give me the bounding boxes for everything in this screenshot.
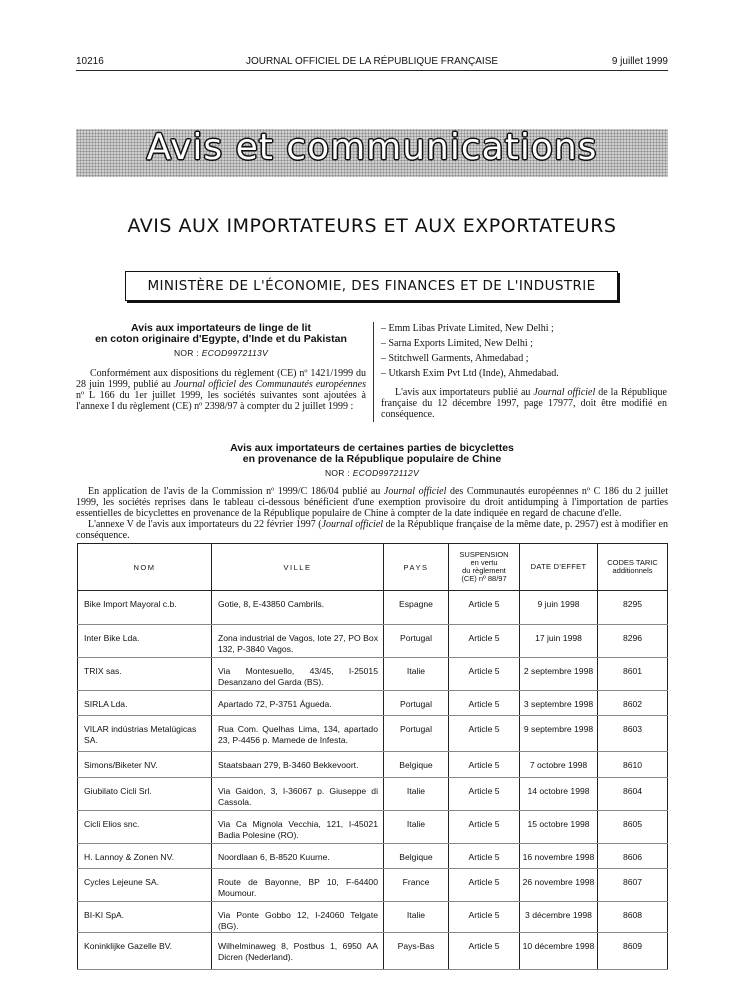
cell-code: 8606 (598, 844, 668, 869)
cell-date: 9 septembre 1998 (520, 716, 598, 752)
col-header-nom: NOM (78, 544, 212, 591)
cell-pays: Portugal (384, 716, 449, 752)
banner-title: Avis et communications (146, 127, 598, 168)
list-item: – Stitchwell Garments, Ahmedabad ; (381, 353, 529, 364)
cell-ville: Via Montesuello, 43/45, I-25015 Desanzano del Garda (BS). (212, 658, 384, 691)
cell-date: 10 décembre 1998 (520, 933, 598, 970)
list-item: – Sarna Exports Limited, New Delhi ; (381, 338, 533, 349)
cell-nom: Giubilato Cicli Srl. (78, 778, 212, 811)
column-separator (373, 322, 374, 422)
cell-code: 8610 (598, 752, 668, 778)
notice1-nor-label: NOR : (173, 348, 200, 358)
cell-nom: Cycles Lejeune SA. (78, 869, 212, 902)
cell-ville: Apartado 72, P-3751 Águeda. (212, 691, 384, 716)
codes-header-line1: CODES TARIC (607, 558, 658, 567)
cell-suspension: Article 5 (449, 752, 520, 778)
notice1-p2-journal: Journal officiel (533, 387, 596, 398)
cell-nom: Bike Import Mayoral c.b. (78, 591, 212, 625)
notice1-p1-journal: Journal officiel des Communautés européennes (174, 379, 366, 390)
table-row (78, 902, 668, 933)
cell-suspension: Article 5 (449, 591, 520, 625)
cell-code: 8603 (598, 716, 668, 752)
table-row (78, 625, 668, 658)
codes-header-line2: additionnels (612, 566, 653, 575)
header-rule (76, 70, 668, 71)
suspension-header-line1: SUSPENSION (459, 550, 509, 559)
cell-suspension: Article 5 (449, 811, 520, 844)
cell-pays: Espagne (384, 591, 449, 625)
company-list (381, 321, 667, 381)
issue-date: 9 juillet 1999 (611, 56, 668, 67)
list-item: – Emm Libas Private Limited, New Delhi ; (381, 323, 554, 334)
cell-date: 26 novembre 1998 (520, 869, 598, 902)
notice1-paragraph (76, 368, 366, 412)
notice2-nor-label: NOR : (324, 468, 351, 478)
notice1-p1-text-a: Conformément aux dispositions du règlement (CE) nº 1421/1999 du 28 juin 1999, publié au (76, 368, 366, 390)
cell-suspension: Article 5 (449, 844, 520, 869)
suspension-header-line3: du règlement (462, 566, 506, 575)
cell-ville: Rua Com. Quelhas Lima, 134, apartado 23, P-4456 p. Mamede de Infesta. (212, 716, 384, 752)
cell-suspension: Article 5 (449, 691, 520, 716)
cell-nom: H. Lannoy & Zonen NV. (78, 844, 212, 869)
cell-suspension: Article 5 (449, 625, 520, 658)
cell-code: 8609 (598, 933, 668, 970)
cell-ville: Via Ponte Gobbo 12, I-24060 Telgate (BG). (212, 902, 384, 933)
cell-nom: TRIX sas. (78, 658, 212, 691)
notice2-p2-journal: Journal officiel (321, 519, 384, 530)
notice2-nor (76, 468, 668, 478)
cell-date: 2 septembre 1998 (520, 658, 598, 691)
cell-pays: Belgique (384, 752, 449, 778)
cell-nom: BI-KI SpA. (78, 902, 212, 933)
journal-name: JOURNAL OFFICIEL DE LA RÉPUBLIQUE FRANÇAISE (245, 56, 499, 67)
table-row (78, 869, 668, 902)
col-header-ville: VILLE (212, 544, 384, 591)
cell-code: 8295 (598, 591, 668, 625)
cell-suspension: Article 5 (449, 902, 520, 933)
notice-bicyclettes (76, 443, 668, 541)
cell-date: 3 décembre 1998 (520, 902, 598, 933)
cell-pays: Portugal (384, 625, 449, 658)
table-row (78, 778, 668, 811)
cell-date: 15 octobre 1998 (520, 811, 598, 844)
cell-suspension: Article 5 (449, 778, 520, 811)
cell-ville: Gotie, 8, E-43850 Cambrils. (212, 591, 384, 625)
table-row (78, 933, 668, 970)
cell-pays: Pays-Bas (384, 933, 449, 970)
cell-code: 8605 (598, 811, 668, 844)
table-row (78, 691, 668, 716)
exemption-table (77, 543, 668, 970)
table-row (78, 844, 668, 869)
cell-pays: Italie (384, 902, 449, 933)
cell-pays: France (384, 869, 449, 902)
cell-pays: Italie (384, 811, 449, 844)
cell-nom: Cicli Elios snc. (78, 811, 212, 844)
cell-suspension: Article 5 (449, 716, 520, 752)
notice1-paragraph-2 (381, 387, 667, 420)
notice1-p2-text-a: L'avis aux importateurs publié au (395, 387, 534, 398)
notice1-title-line2: en coton originaire d'Egypte, d'Inde et du Pakistan (95, 333, 347, 345)
table-row (78, 716, 668, 752)
cell-ville: Via Gaidon, 3, I-36067 p. Giuseppe di Cassola. (212, 778, 384, 811)
cell-code: 8602 (598, 691, 668, 716)
cell-nom: Koninklijke Gazelle BV. (78, 933, 212, 970)
cell-nom: Simons/Biketer NV. (78, 752, 212, 778)
cell-ville: Via Ca Mignola Vecchia, 121, I-45021 Badia Polesine (RO). (212, 811, 384, 844)
notice2-p1-journal: Journal officiel (383, 486, 447, 497)
cell-suspension: Article 5 (449, 933, 520, 970)
table-row (78, 752, 668, 778)
notice1-p1-text-b: nº L 166 du 1er juillet 1999, les sociétés suivantes sont ajoutées à l'annexe I du règlement (CE) nº 2398/97 à compter du 2 juillet 1999 : (76, 390, 366, 412)
cell-code: 8601 (598, 658, 668, 691)
cell-code: 8604 (598, 778, 668, 811)
cell-ville: Route de Bayonne, BP 10, F-64400 Moumour. (212, 869, 384, 902)
cell-date: 17 juin 1998 (520, 625, 598, 658)
cell-nom: VILAR indústrias Metalúgicas SA. (78, 716, 212, 752)
notice1-right-column (381, 321, 667, 420)
suspension-header-line4: (CE) nº 88/97 (461, 574, 507, 583)
table-row (78, 811, 668, 844)
cell-ville: Wilhelminaweg 8, Postbus 1, 6950 AA Dicren (Nederland). (212, 933, 384, 970)
col-header-pays: PAYS (384, 544, 449, 591)
cell-suspension: Article 5 (449, 658, 520, 691)
cell-pays: Italie (384, 778, 449, 811)
cell-pays: Portugal (384, 691, 449, 716)
cell-nom: SIRLA Lda. (78, 691, 212, 716)
notice2-nor-code: ECOD9972112V (352, 468, 420, 478)
notice1-nor-code: ECOD9972113V (201, 348, 269, 358)
table-row (78, 591, 668, 625)
cell-ville: Noordlaan 6, B-8520 Kuurne. (212, 844, 384, 869)
cell-date: 14 octobre 1998 (520, 778, 598, 811)
cell-code: 8608 (598, 902, 668, 933)
cell-pays: Italie (384, 658, 449, 691)
cell-nom: Inter Bike Lda. (78, 625, 212, 658)
notice2-paragraph (76, 486, 668, 519)
cell-date: 3 septembre 1998 (520, 691, 598, 716)
table-header-row (78, 544, 668, 591)
notice-linge-de-lit (76, 323, 366, 412)
cell-code: 8607 (598, 869, 668, 902)
cell-date: 7 octobre 1998 (520, 752, 598, 778)
notice2-p2-text-a: L'annexe V de l'avis aux importateurs du 22 février 1997 ( (88, 519, 322, 530)
table-row (78, 658, 668, 691)
col-header-date: DATE D'EFFET (520, 544, 598, 591)
cell-date: 9 juin 1998 (520, 591, 598, 625)
cell-ville: Staatsbaan 279, B-3460 Bekkevoort. (212, 752, 384, 778)
cell-ville: Zona industrial de Vagos, lote 27, PO Box 132, P-3840 Vagos. (212, 625, 384, 658)
notice1-p2-text-b: de la République française du 12 décembre 1997, page 17977, doit être modifié en conséquence. (381, 387, 667, 420)
notice1-nor (76, 348, 366, 358)
notice1-title-line1: Avis aux importateurs de linge de lit (131, 322, 311, 334)
list-item: – Utkarsh Exim Pvt Ltd (Inde), Ahmedabad. (381, 368, 559, 379)
cell-date: 16 novembre 1998 (520, 844, 598, 869)
notice2-title-line2: en provenance de la République populaire de Chine (242, 453, 502, 465)
notice2-paragraph-2 (76, 519, 668, 541)
notice2-p1-text-a: En application de l'avis de la Commission nº 1999/C 186/04 publié au (88, 486, 384, 497)
notice2-title-line1: Avis aux importateurs de certaines parties de bicyclettes (230, 442, 514, 454)
ministry-heading: MINISTÈRE DE L'ÉCONOMIE, DES FINANCES ET DE L'INDUSTRIE (125, 271, 618, 301)
cell-pays: Belgique (384, 844, 449, 869)
notice2-p2-text-b: de la République française de la même date, p. 2957) est à modifier en conséquence. (76, 519, 668, 541)
notice2-p1-text-b: des Communautés européennes nº C 186 du 2 juillet 1999, les sociétés reprises dans le tableau ci-dessous bénéficient d'une exemption provisoire du droit antidumping à l'importation de parties essentielles de bicyclettes en provenance de la République populaire de Chine à compter de la date indiquée en regard de chacune d'elle. (76, 486, 668, 519)
cell-code: 8296 (598, 625, 668, 658)
page-number: 10216 (76, 56, 104, 67)
suspension-header-line2: en vertu (470, 558, 498, 567)
col-header-codes (598, 544, 668, 591)
section-title: AVIS AUX IMPORTATEURS ET AUX EXPORTATEURS (127, 215, 617, 237)
cell-suspension: Article 5 (449, 869, 520, 902)
col-header-suspension (449, 544, 520, 591)
